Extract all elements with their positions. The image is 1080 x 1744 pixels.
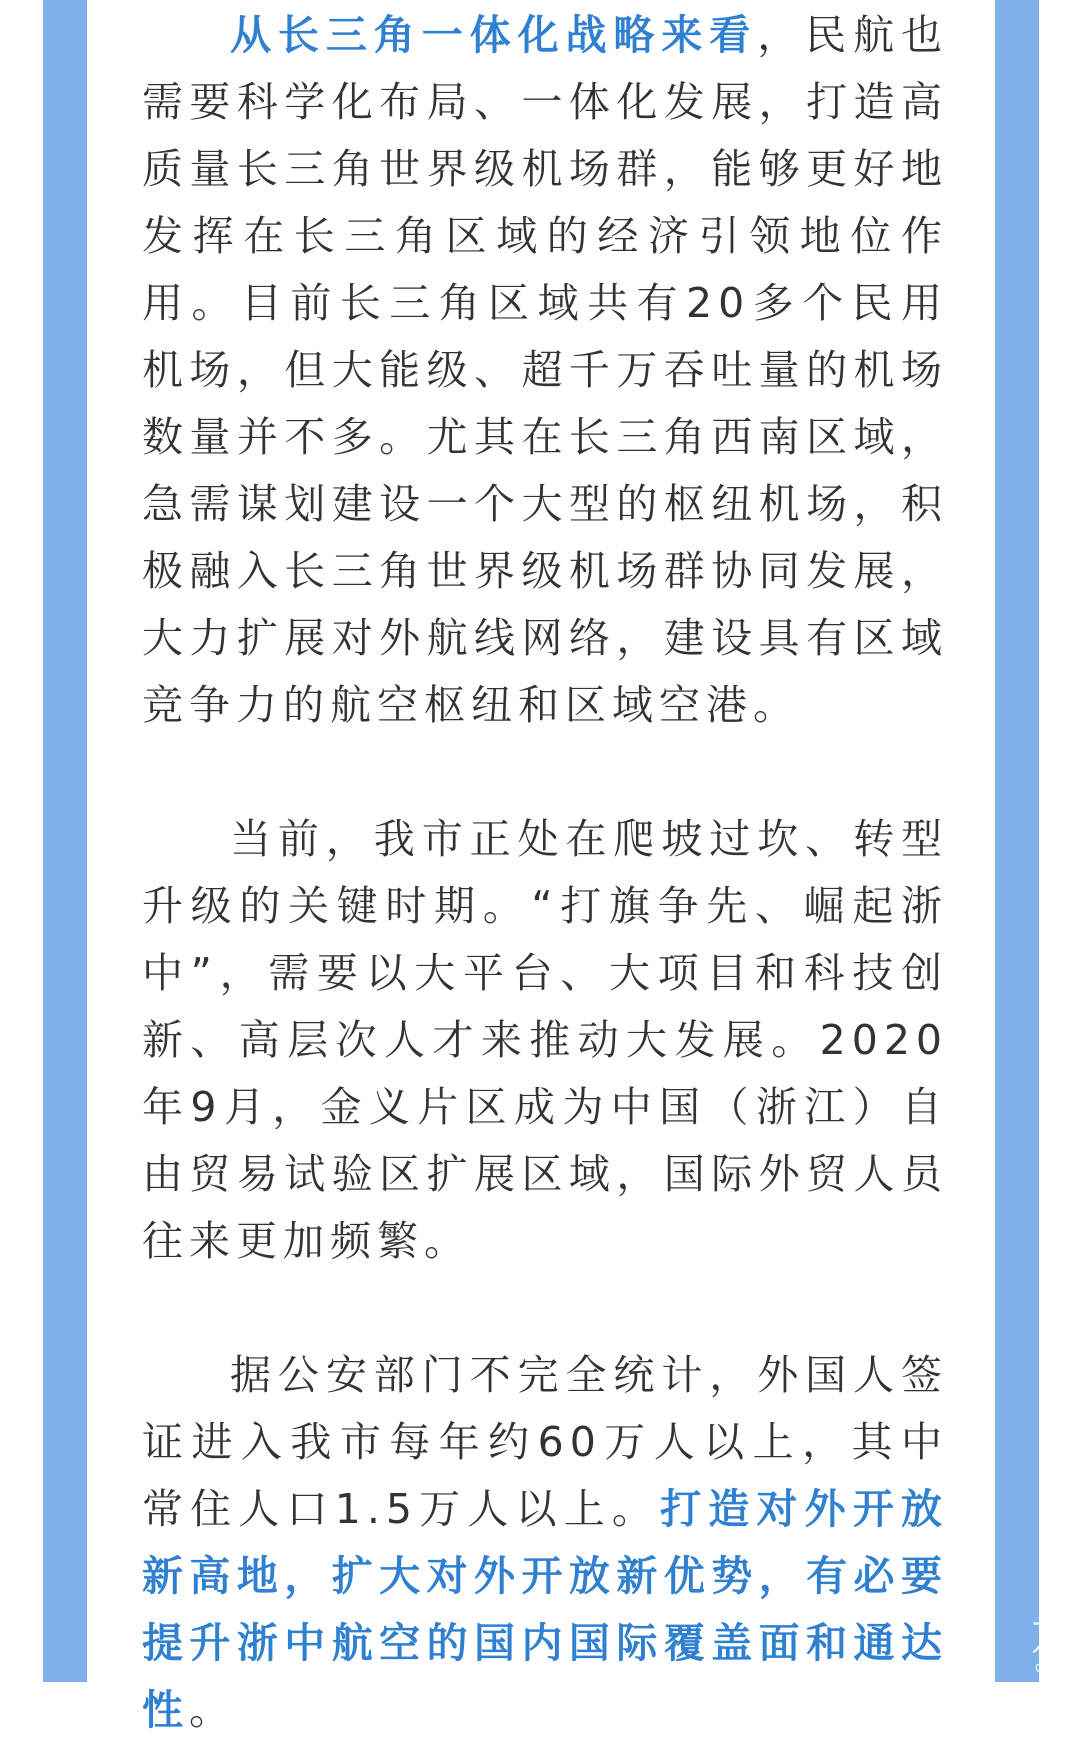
paragraph-3-end-punct: 。: [189, 1686, 236, 1734]
paragraph-2-text: 当前，我市正处在爬坡过坎、转型升级的关键时期。“打旗争先、崛起浙中”，需要以大平台、大项目和科技创新、高层次人才来推动大发展。2020年9月，金义片区成为中国（浙江）自由贸易试验区扩展区域，国际外贸人员往来更加频繁。: [142, 815, 948, 1265]
site-watermark: [1006, 1614, 1080, 1676]
paragraph-spacer: [142, 1275, 948, 1342]
left-blue-border: [43, 0, 87, 1682]
paragraph-2: [142, 806, 948, 1275]
article-body: [142, 2, 948, 1744]
watermark-domain: ong.c: [1034, 1658, 1076, 1676]
paragraph-3: [142, 1342, 948, 1744]
paragraph-1: [142, 2, 948, 739]
right-blue-border: [995, 0, 1039, 1682]
paragraph-1-text: ，民航也需要科学化布局、一体化发展，打造高质量长三角世界级机场群，能够更好地发挥在长三角区域的经济引领地位作用。目前长三角区域共有20多个民用机场，但大能级、超千万吞吐量的机场数量并不多。尤其在长三角西南区域，急需谋划建设一个大型的枢纽机场，积极融入长三角世界级机场群协同发展，大力扩展对外航线网络，建设具有区域竞争力的航空枢纽和区域空港。: [142, 11, 949, 729]
paragraph-spacer: [142, 739, 948, 806]
paragraph-1-highlight: 从长三角一体化战略来看: [230, 11, 758, 59]
paragraph-3-text: 据公安部门不完全统计，外国人签证进入我市每年约60万人以上，其中常住人口1.5万人以上。: [142, 1351, 948, 1533]
paragraph-3-highlight: 打造对外开放新高地，扩大对外开放新优势，有必要提升浙中航空的国内国际覆盖面和通达性: [142, 1485, 949, 1734]
watermark-glyph: 友: [1032, 1613, 1074, 1659]
